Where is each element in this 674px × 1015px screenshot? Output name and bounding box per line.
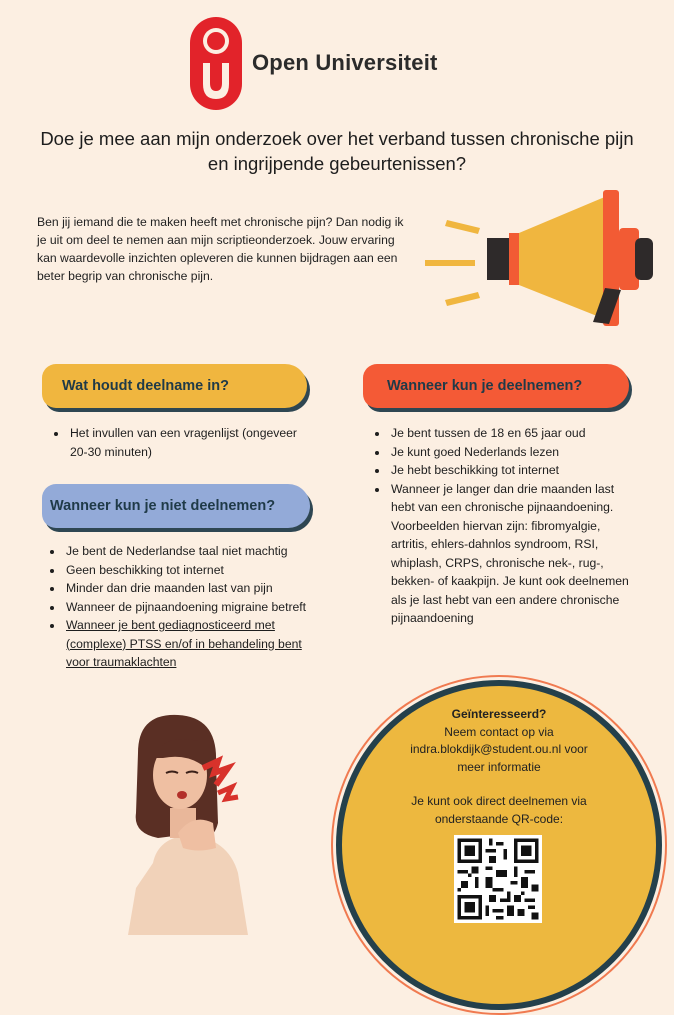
- brand-name: Open Universiteit: [252, 50, 438, 75]
- contact-email[interactable]: indra.blokdijk@student.ou.nl voor: [410, 742, 588, 756]
- contact-line: Neem contact op via: [444, 724, 554, 739]
- list-item: • Het invullen van een vragenlijst (ongeveer 20-30 minuten): [68, 424, 298, 461]
- list-item: • Minder dan drie maanden last van pijn: [64, 579, 324, 598]
- contact-block: [370, 706, 628, 828]
- qr-code[interactable]: [454, 835, 542, 923]
- contact-line: meer informatie: [457, 759, 541, 774]
- contact-title: Geïnteresseerd?: [451, 707, 547, 721]
- woman-neck-pain-illustration: [118, 713, 268, 935]
- section-header-not-eligible: Wanneer kun je niet deelnemen?: [42, 484, 310, 528]
- open-universiteit-logo: [190, 17, 242, 110]
- list-item: • Wanneer je langer dan drie maanden last hebt van een chronische pijnaandoening. Voorbeelden hiervan zijn: fibromyalgie, artritis, ehlers-dahnlos syndroom, RSI, whiplash, CRPS, chronische nek-, rug-, bekken- of kaakpijn. Je kunt ook deelnemen als je last hebt van een andere chronische pijnaandoening: [389, 480, 639, 628]
- participation-list: [52, 424, 298, 461]
- page-headline: Doe je mee aan mijn onderzoek over het verband tussen chronische pijn en ingrijpende gebeurtenissen?: [40, 128, 634, 174]
- section-header-eligible: Wanneer kun je deelnemen?: [363, 364, 629, 408]
- list-item: • Geen beschikking tot internet: [64, 561, 324, 580]
- list-item: • Je hebt beschikking tot internet: [389, 461, 639, 480]
- not-eligible-list: [48, 542, 324, 672]
- list-item: • Wanneer je bent gediagnosticeerd met (complexe) PTSS en/of in behandeling bent voor traumaklachten: [64, 616, 324, 672]
- megaphone-icon: [425, 188, 660, 328]
- eligible-list: [373, 424, 639, 628]
- list-item: • Je bent de Nederlandse taal niet machtig: [64, 542, 324, 561]
- qr-intro-line: Je kunt ook direct deelnemen via: [411, 794, 587, 808]
- list-item: • Wanneer de pijnaandoening migraine betreft: [64, 598, 324, 617]
- list-item: • Je kunt goed Nederlands lezen: [389, 443, 639, 462]
- qr-intro-line: onderstaande QR-code:: [434, 811, 564, 826]
- section-header-participation: Wat houdt deelname in?: [42, 364, 307, 408]
- list-item: • Je bent tussen de 18 en 65 jaar oud: [389, 424, 639, 443]
- intro-text: Ben jij iemand die te maken heeft met chronische pijn? Dan nodig ik je uit om deel te nemen aan mijn scriptieonderzoek. Jouw ervaring kan waardevolle inzichten opleveren die kunnen bijdragen aan een beter begrip van chronische pijn.: [37, 215, 404, 283]
